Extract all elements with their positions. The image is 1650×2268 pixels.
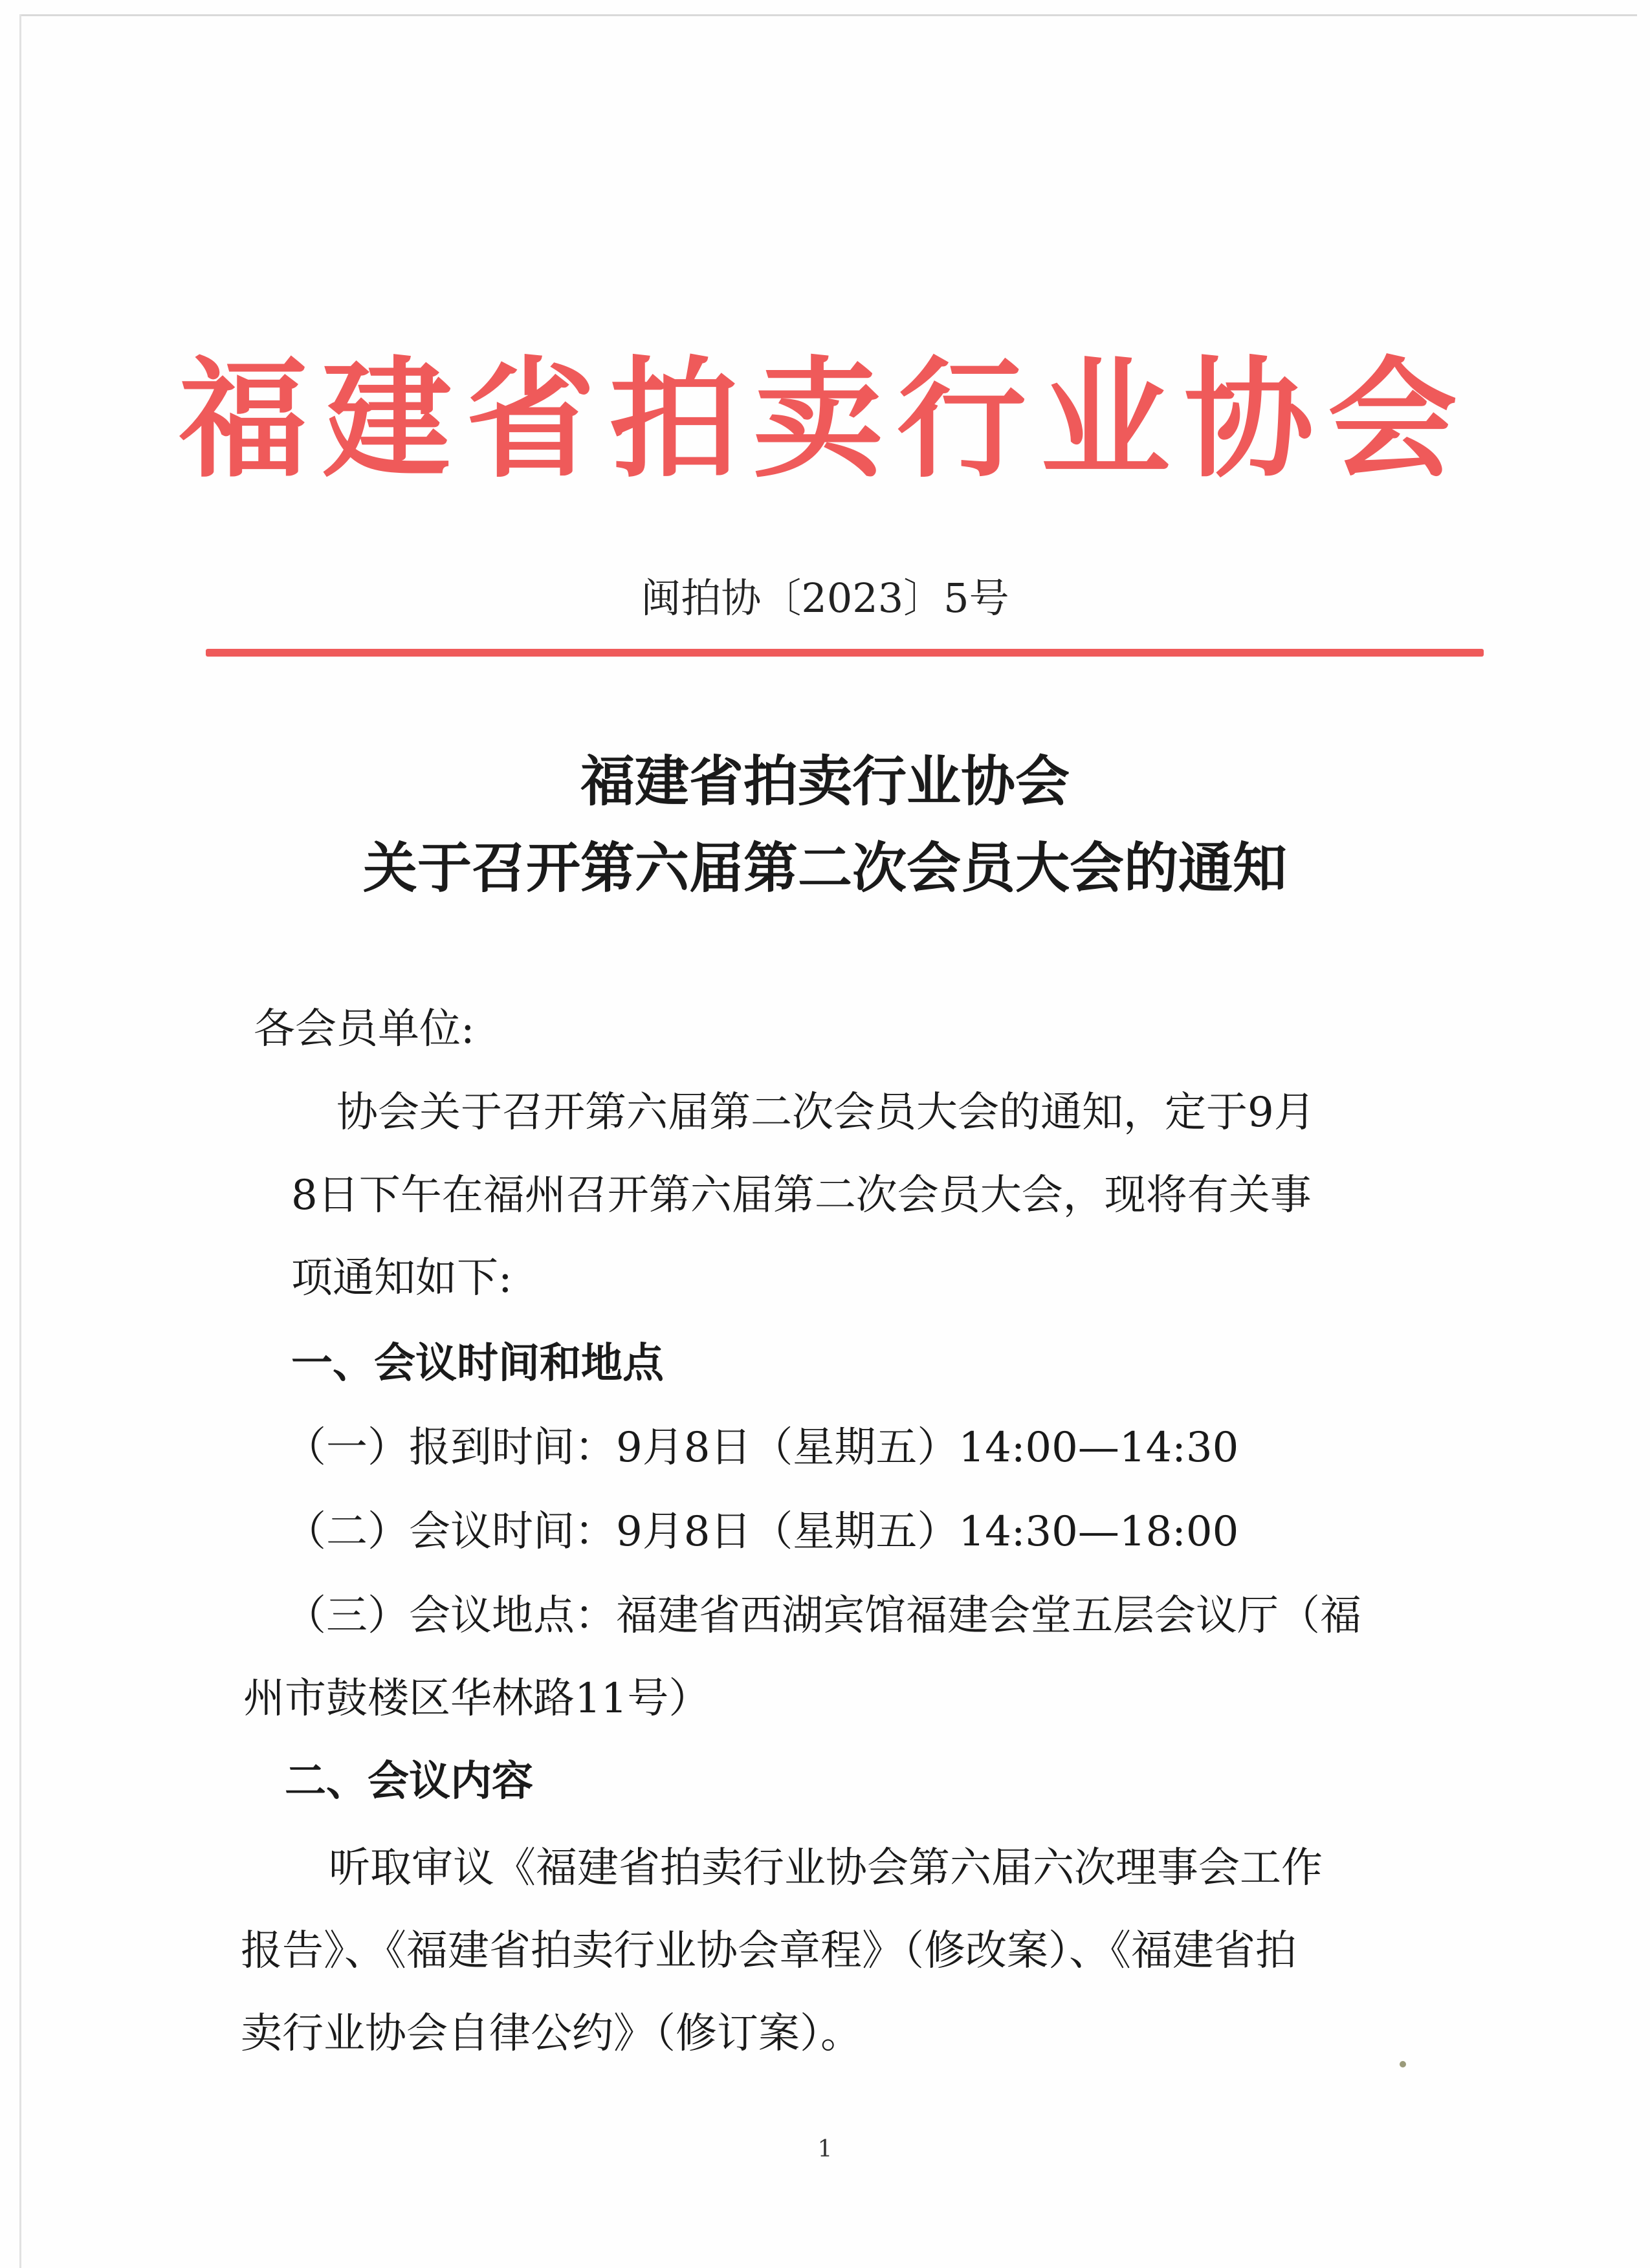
- letterhead-red-rule: [206, 649, 1484, 657]
- intro-line-1: 协会关于召开第六届第二次会员大会的通知，定于9月: [336, 1089, 1315, 1137]
- section-2-heading: 二、会议内容: [285, 1757, 533, 1805]
- scan-edge-top: [19, 14, 1637, 16]
- section-2-para-line-2: 报告》、《福建省拍卖行业协会章程》（修改案）、《福建省拍: [241, 1927, 1297, 1975]
- section-2-para-line-3: 卖行业协会自律公约》（修订案）。: [241, 2010, 862, 2058]
- notice-title-line-1: 福建省拍卖行业协会: [580, 749, 1070, 813]
- section-2-para-line-1: 听取审议《福建省拍卖行业协会第六届六次理事会工作: [329, 1844, 1323, 1892]
- section-1-item-2: （二）会议时间：9月8日（星期五）14:30—18:00: [285, 1508, 1239, 1556]
- document-number: 闽拍协〔2023〕5号: [641, 574, 1009, 622]
- section-1-item-1: （一）报到时间：9月8日（星期五）14:00—14:30: [285, 1424, 1239, 1472]
- page-number: 1: [817, 2136, 833, 2163]
- scan-speck: [1400, 2061, 1406, 2067]
- intro-line-2: 8日下午在福州召开第六届第二次会员大会，现将有关事: [291, 1172, 1312, 1219]
- section-1-item-3: （三）会议地点：福建省西湖宾馆福建会堂五层会议厅（福: [285, 1592, 1361, 1640]
- notice-title-line-2: 关于召开第六届第二次会员大会的通知: [362, 836, 1287, 900]
- section-1-heading: 一、会议时间和地点: [291, 1339, 664, 1388]
- salutation: 各会员单位:: [254, 1005, 475, 1053]
- org-letterhead-title: 福建省拍卖行业协会: [178, 345, 1471, 496]
- section-1-item-3-cont: 州市鼓楼区华林路11号）: [243, 1675, 710, 1723]
- intro-line-3: 项通知如下:: [291, 1254, 512, 1302]
